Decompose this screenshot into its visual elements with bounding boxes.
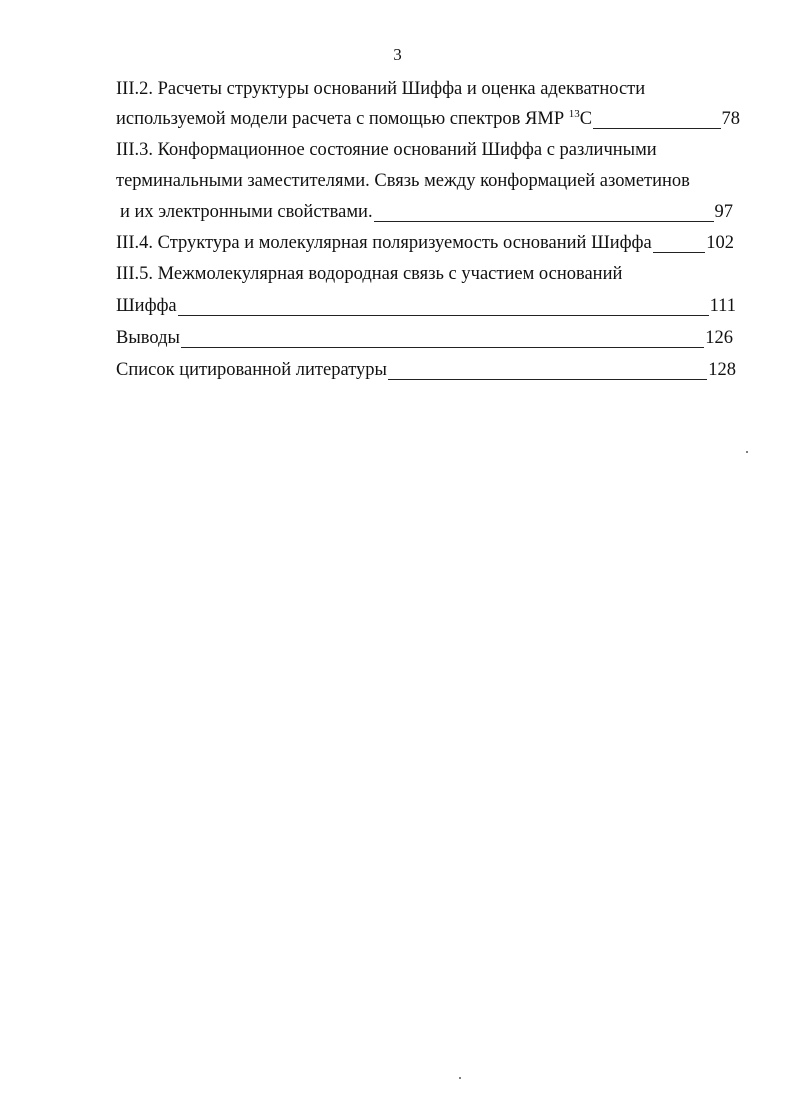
toc-entry-conclusions-page: 126 bbox=[705, 328, 733, 348]
toc-entry-3-2-title: III.2. Расчеты структуры оснований Шиффа и оценка адекватности bbox=[116, 79, 646, 99]
toc-entry-references-text: Список цитированной литературы bbox=[116, 360, 387, 380]
scan-speck bbox=[746, 451, 748, 453]
toc-entry-3-3-line2: терминальными заместителями. Связь между конформацией азометинов bbox=[116, 171, 690, 191]
toc-entry-3-4-text: III.4. Структура и молекулярная поляризуемость оснований Шиффа bbox=[116, 233, 652, 253]
toc-entry-3-2-page: 78 bbox=[721, 109, 740, 129]
toc-entry-3-3-title: III.3. Конформационное состояние оснований Шиффа с различными bbox=[116, 140, 657, 160]
toc-entry-3-5-last-line bbox=[116, 291, 736, 321]
toc-entry-3-3-last-line bbox=[120, 197, 733, 227]
toc-entry-references-page: 128 bbox=[708, 360, 736, 380]
dot-leader bbox=[374, 221, 714, 222]
toc-entry-conclusions bbox=[116, 323, 733, 353]
toc-entry-3-3-text: и их электронными свойствами. bbox=[120, 202, 373, 222]
page-number: 3 bbox=[393, 45, 402, 64]
toc-entry-3-2-last-line bbox=[116, 104, 740, 134]
toc-entry-3-5-title: III.5. Межмолекулярная водородная связь с участием оснований bbox=[116, 264, 623, 284]
toc-entry-3-3-page: 97 bbox=[714, 202, 733, 222]
toc-entry-3-5-page: 111 bbox=[709, 296, 736, 316]
dot-leader bbox=[181, 347, 704, 348]
toc-entry-3-4 bbox=[116, 228, 734, 258]
toc-entry-3-5-text: Шиффа bbox=[116, 296, 177, 316]
superscript-13: 13 bbox=[568, 108, 580, 120]
dot-leader bbox=[178, 315, 709, 316]
toc-entry-references bbox=[116, 355, 736, 385]
toc-entry-conclusions-text: Выводы bbox=[116, 328, 180, 348]
dot-leader bbox=[653, 252, 706, 253]
scan-speck bbox=[459, 1077, 461, 1079]
toc-entry-3-4-page: 102 bbox=[706, 233, 734, 253]
toc-entry-3-2-text: используемой модели расчета с помощью спектров ЯМР $^{13}$C bbox=[116, 108, 593, 129]
dot-leader bbox=[593, 128, 720, 129]
dot-leader bbox=[388, 379, 707, 380]
